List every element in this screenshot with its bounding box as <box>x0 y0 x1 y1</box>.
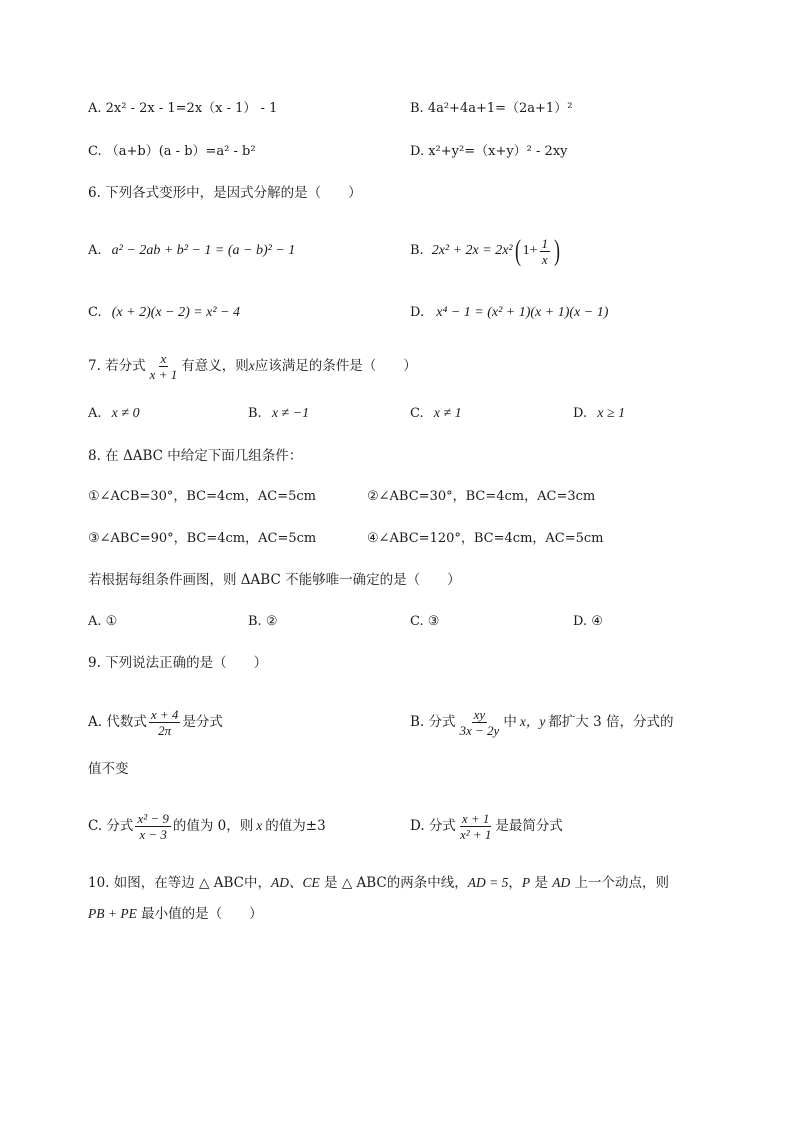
q8-option-b[interactable]: B. ② <box>248 614 278 629</box>
q10-l1f: P <box>521 875 531 890</box>
q9-option-a[interactable] <box>88 702 223 742</box>
q9-option-c[interactable] <box>88 806 326 846</box>
q7-c-label: C. <box>410 406 424 421</box>
q7-fraction <box>148 351 180 382</box>
q8-stem: 8. 在 ΔABC 中给定下面几组条件： <box>88 448 303 464</box>
q6-option-b[interactable] <box>410 228 562 274</box>
q8-question: 若根据每组条件画图，则 ΔABC 不能够唯一确定的是（ ） <box>88 572 461 588</box>
q7-d-label: D. <box>573 406 588 421</box>
q10-l1c: 是 △ ABC的两条中线， <box>319 875 468 891</box>
q8-condition-3: ③∠ABC=90°，BC=4cm，AC=5cm <box>88 531 317 546</box>
q8-option-a[interactable]: A. ① <box>88 614 118 629</box>
q9-d-pre: D. 分式 <box>410 818 456 834</box>
q6-b-rparen: ) <box>554 234 561 267</box>
q9-b-num: xy <box>473 706 486 722</box>
q7-b-label: B. <box>248 406 262 421</box>
q10-l1h: AD <box>552 875 571 890</box>
q9-c-pre: C. 分式 <box>88 818 134 834</box>
q10-l1a: 10. 如图，在等边 △ ABC中， <box>88 875 271 891</box>
q9-c-var: x <box>256 818 263 833</box>
q9-b-fraction <box>458 707 502 738</box>
q6-option-d[interactable] <box>410 304 608 322</box>
q7-option-d[interactable] <box>573 405 625 423</box>
q6-b-one-plus: 1+ <box>522 243 538 258</box>
q8-option-d[interactable]: D. ④ <box>573 614 603 629</box>
q8-option-c[interactable]: C. ③ <box>410 614 440 629</box>
q9-b-post1: 中 <box>503 714 517 730</box>
q9-b-continuation: 值不变 <box>88 761 129 777</box>
q5-option-a[interactable]: A. 2x² - 2x - 1=2x（x - 1） - 1 <box>88 101 278 116</box>
q6-b-num: 1 <box>541 235 549 251</box>
q6-stem: 6. 下列各式变形中，是因式分解的是（ ） <box>88 185 362 201</box>
q8-condition-2: ②∠ABC=30°，BC=4cm，AC=3cm <box>367 489 596 504</box>
q9-c-fraction <box>135 811 170 842</box>
q7-option-b[interactable] <box>248 405 309 423</box>
q10-l2a: PB + PE <box>88 906 137 921</box>
q6-c-expr: (x + 2)(x − 2) = x² − 4 <box>111 305 241 320</box>
q5-option-c[interactable]: C. （a+b）(a - b）=a² - b² <box>88 144 256 159</box>
q7-c-expr: x ≠ 1 <box>433 406 462 421</box>
q7-stem-post: 应该满足的条件是（ ） <box>254 358 417 374</box>
q6-a-label: A. <box>88 243 102 258</box>
q7-b-expr: x ≠ −1 <box>271 406 310 421</box>
q9-d-fraction <box>458 811 493 842</box>
q9-d-post: 是最简分式 <box>495 818 563 834</box>
q9-option-d[interactable] <box>410 806 563 846</box>
q6-b-den: x <box>541 251 548 267</box>
q7-var: x <box>248 358 255 373</box>
q9-c-den: x − 3 <box>139 826 167 842</box>
q10-l1b: AD、CE <box>270 875 320 890</box>
q10-l2b: 最小值的是（ ） <box>136 906 263 922</box>
q6-c-label: C. <box>88 305 102 320</box>
q9-b-post2: 都扩大 3 倍，分式的 <box>548 714 674 730</box>
q6-option-c[interactable] <box>88 304 240 322</box>
q6-b-fraction <box>540 236 551 267</box>
q9-a-num: x + 4 <box>150 706 179 722</box>
q7-a-label: A. <box>88 406 102 421</box>
q6-b-lparen: ( <box>514 234 521 267</box>
q7-num: x <box>160 350 167 366</box>
q6-b-left: 2x² + 2x = 2x² <box>431 243 513 258</box>
q9-a-den: 2π <box>158 722 172 738</box>
q9-a-fraction <box>149 707 181 738</box>
q9-d-num: x + 1 <box>461 810 490 826</box>
q8-condition-4: ④∠ABC=120°，BC=4cm，AC=5cm <box>367 531 604 546</box>
q9-c-num: x² − 9 <box>137 810 169 826</box>
q7-option-c[interactable] <box>410 405 462 423</box>
q6-b-label: B. <box>410 243 424 258</box>
q7-d-expr: x ≥ 1 <box>597 406 626 421</box>
q7-stem-mid: 有意义，则 <box>181 358 249 374</box>
q9-b-pre: B. 分式 <box>410 714 456 730</box>
q9-b-den: 3x − 2y <box>459 722 500 738</box>
q9-stem: 9. 下列说法正确的是（ ） <box>88 655 268 671</box>
q7-a-expr: x ≠ 0 <box>111 406 140 421</box>
q9-a-post: 是分式 <box>182 714 223 730</box>
q10-line-1 <box>88 874 669 892</box>
q7-den: x + 1 <box>149 366 178 382</box>
q9-a-pre: A. 代数式 <box>88 714 147 730</box>
q6-a-expr: a² − 2ab + b² − 1 = (a − b)² − 1 <box>111 243 296 258</box>
q10-l1e: ， <box>508 875 522 891</box>
q9-d-den: x² + 1 <box>459 826 492 842</box>
q5-option-d[interactable]: D. x²+y²=（x+y）² - 2xy <box>410 144 568 159</box>
q6-option-a[interactable] <box>88 242 295 260</box>
q7-option-a[interactable] <box>88 405 140 423</box>
q7-stem-pre: 7. 若分式 <box>88 358 146 374</box>
q9-option-b[interactable] <box>410 702 673 742</box>
q9-c-post1: 的值为 0，则 <box>172 818 254 834</box>
q5-option-b[interactable]: B. 4a²+4a+1=（2a+1）² <box>410 101 573 116</box>
q10-l1i: 上一个动点，则 <box>570 875 669 891</box>
q10-line-2 <box>88 905 263 923</box>
q10-l1d: AD = 5 <box>467 875 509 890</box>
q6-d-expr: x⁴ − 1 = (x² + 1)(x + 1)(x − 1) <box>436 305 609 320</box>
q7-stem <box>88 346 417 386</box>
q8-condition-1: ①∠ACB=30°，BC=4cm，AC=5cm <box>88 489 316 504</box>
q9-b-vars: x，y <box>519 714 546 729</box>
q10-l1g: 是 <box>530 875 553 891</box>
q6-d-label: D. <box>410 305 425 320</box>
q9-c-post2: 的值为±3 <box>265 818 326 834</box>
